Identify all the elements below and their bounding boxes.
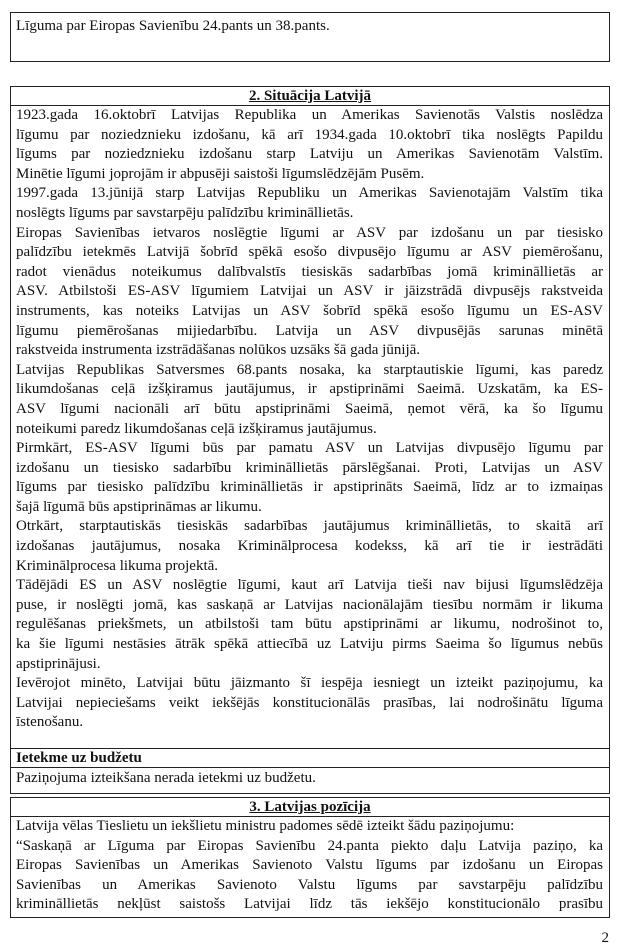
text-line: palīdzību ietekmēs Latvijā šobrīd spēkā esošo divpusējo līgumu ar ASV piemērošanu, — [16, 244, 603, 261]
text-line: līgumu piemērošanas mijiedarbību. Latvija un ASV divpusējās sarunas minētā — [16, 322, 603, 339]
text-line: Eiropas Savienības ietvaros noslēgtie līgumi ar ASV par izdošanu un par tiesisko — [16, 224, 603, 241]
situation-heading-text: 2. Situācija Latvijā — [248, 88, 372, 104]
text-line: īstenošanu. — [16, 714, 84, 731]
text-line: krimināllietās nekļūst saistošs Latvijai līdz tās iekšējo konstitucionālo prasību — [16, 896, 603, 913]
text-line: Pirmkārt, ES-ASV līgumi būs par pamatu ASV un Latvijas divpusējo līgumu par — [16, 440, 603, 457]
text-line: puse, ir noslēgti jomā, kas saskaņā ar Latvijas nacionālajām tiesību normām ir likuma — [16, 596, 603, 613]
text-line: noteikumi paredz likumdošanas ceļā izšķiramus jautājumus. — [16, 420, 377, 437]
paragraph — [16, 576, 603, 674]
text-line: ka šie līgumi nestāsies ātrāk spēkā attiecībā uz Latviju pirms Saeima šo līgumus nebūs — [16, 636, 603, 653]
text-line: Kriminālprocesa likuma projektā. — [16, 557, 219, 574]
text-line: radot vienādus noteikumus dalībvalstīs tiesiskās sadarbības jomā krimināllietās ar — [16, 263, 603, 280]
legal-basis-box — [10, 12, 610, 62]
situation-body — [11, 106, 609, 733]
text-line: līgums par noziedznieku izdošanu starp Latviju un Amerikas Savienotām Valstīm. — [16, 146, 603, 163]
paragraph — [16, 837, 603, 915]
text-line: Eiropas Savienības un Amerikas Savienoto Valstu līgums par izdošanu un Eiropas — [16, 857, 603, 874]
text-line: Minētie līgumi joprojām ir abpusēji saistoši līgumslēdzējām Pusēm. — [16, 165, 425, 182]
text-line: Otrkārt, starptautiskās tiesiskās sadarbības jautājumus krimināllietās, to skaitā arī — [16, 518, 603, 535]
paragraph — [16, 674, 603, 733]
text-line: Latvijai nepieciešams veikt iekšējās konstitucionālās prasības, lai nodrošinātu līguma — [16, 694, 603, 711]
position-heading-text: 3. Latvijas pozīcija — [249, 799, 371, 815]
text-line: izdošanu un tiesisko sadarbību krimināllietās pārslēgšanai. Proti, Latvijas un ASV — [16, 459, 603, 476]
paragraph — [16, 361, 603, 439]
text-line: ASV. Atbilstoši ES-ASV līgumiem Latvijai un ASV ir jāizstrādā divpusējs rakstveida — [16, 283, 603, 300]
text-line: likumdošanas ceļā izšķiramus jautājumus, ir apstiprināmi Saeimā. Uzskatām, ka ES- — [16, 381, 603, 398]
legal-basis-text: Līguma par Eiropas Savienību 24.pants un 38.pants. — [16, 18, 330, 34]
text-line: izdošanas jautājumus, nosaka Kriminālprocesa kodekss, kā arī tie ir iestrādāti — [16, 538, 603, 555]
paragraph — [16, 184, 603, 223]
text-line: līgums par tiesisko palīdzību krimināllietās ir apstiprināts Saeimā, līdz ar to izmaiņas — [16, 479, 603, 496]
text-line: instruments, kas noteiks Latvijas un ASV šobrīd spēkā esošo līgumu un ES-ASV — [16, 302, 603, 319]
paragraph — [16, 439, 603, 517]
text-line: rakstveida instrumenta izstrādāšanas nolūkos uzsāks šā gada jūnijā. — [16, 342, 421, 359]
paragraph — [16, 817, 603, 837]
text-line: noslēgts līgums par savstarpēju palīdzību krimināllietās. — [16, 204, 354, 221]
text-line: apstiprinājusi. — [16, 655, 101, 672]
budget-section — [10, 748, 610, 794]
position-body — [11, 817, 609, 915]
situation-heading — [11, 87, 609, 106]
text-line: Latvijas Republikas Satversmes 68.pants nosaka, ka starptautiskie līgumi, kas paredz — [16, 361, 603, 378]
text-line: 1923.gada 16.oktobrī Latvijas Republika un Amerikas Savienotās Valstis noslēdza — [16, 107, 603, 123]
text-line: Ievērojot minēto, Latvijai būtu jāizmanto šī iespēja iesniegt un izteikt paziņojumu, ka — [16, 675, 603, 692]
text-line: regulēšanas priekšmets, un atbilstoši tam būtu apstiprināmi ar likumu, nodrošinot to, — [16, 616, 603, 633]
text-line: “Saskaņā ar Līguma par Eiropas Savienību 24.panta piekto daļu Latvija paziņo, ka — [16, 837, 603, 854]
text-line: šajā līgumā būs apstiprināmas ar likumu. — [16, 498, 262, 515]
page-number: 2 — [601, 930, 609, 946]
text-line: Latvija vēlas Tieslietu un iekšlietu ministru padomes sēdē izteikt šādu paziņojumu: — [16, 818, 515, 834]
budget-heading: Ietekme uz budžetu — [11, 749, 609, 768]
text-line: ASV līgumi nacionāli arī būtu apstiprināmi Saeimā, ņemot vērā, ka šo līgumu — [16, 400, 603, 417]
budget-text: Paziņojuma izteikšana nerada ietekmi uz budžetu. — [16, 770, 316, 786]
text-line: līgumu par noziedznieku izdošanu, kā arī 1934.gada 10.oktobrī tika noslēgts Papildu — [16, 126, 603, 143]
paragraph — [16, 224, 603, 361]
position-heading — [11, 798, 609, 817]
text-line: 1997.gada 13.jūnijā starp Latvijas Republiku un Amerikas Savienotajām Valstīm tika — [16, 185, 603, 202]
situation-section — [10, 86, 610, 749]
position-section — [10, 797, 610, 918]
text-line: Tādējādi ES un ASV noslēgtie līgumi, kaut arī Latvija tieši nav bijusi līgumslēdzēja — [16, 577, 603, 594]
paragraph — [16, 106, 603, 184]
text-line: Savienības un Amerikas Savienoto Valstu līgums par savstarpēju palīdzību — [16, 876, 603, 893]
paragraph — [16, 517, 603, 576]
